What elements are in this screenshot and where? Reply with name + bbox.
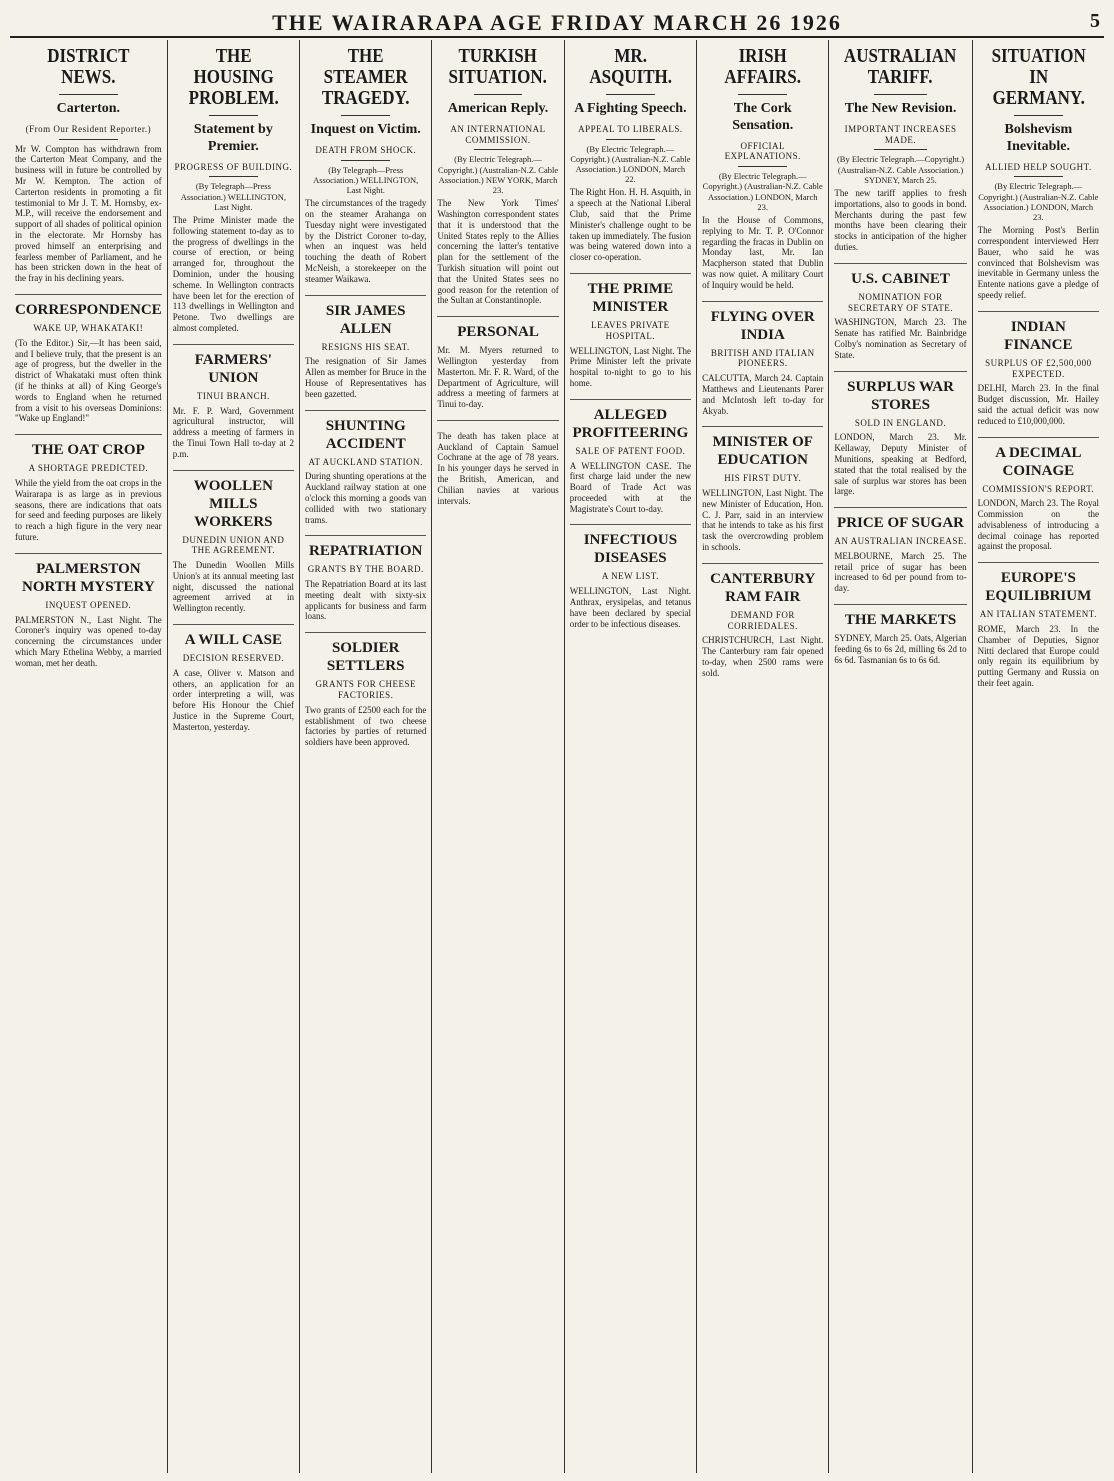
divider	[1014, 176, 1063, 177]
section-headline: INFECTIOUS DISEASES	[570, 524, 691, 567]
article-subheadline: Statement by Premier.	[193, 122, 273, 154]
article-kicker: PROGRESS OF BUILDING.	[174, 161, 293, 172]
section-headline: EUROPE'S EQUILIBRIUM	[978, 562, 1099, 605]
article-kicker: APPEAL TO LIBERALS.	[578, 123, 683, 134]
section-headline: FLYING OVER INDIA	[702, 301, 823, 344]
section-body: ROME, March 23. In the Chamber of Deputies, Signor Nitti declared that Europe could only regain its equilibrium by putting Germany and Russia on their feet again.	[977, 624, 1099, 689]
section-kicker: COMMISSION'S REPORT.	[982, 483, 1095, 494]
masthead	[10, 6, 1104, 38]
section-kicker: AN ITALIAN STATEMENT.	[979, 609, 1097, 620]
section-headline	[437, 420, 558, 427]
article-subheadline: A Fighting Speech.	[574, 101, 687, 116]
article-kicker: DEATH FROM SHOCK.	[315, 144, 417, 155]
section-body: A WELLINGTON CASE. The first charge laid under the new Board of Trade Act was proceeded with at the Magistrate's Court to-day.	[569, 460, 692, 514]
section-headline: PRICE OF SUGAR	[834, 507, 966, 532]
divider	[209, 115, 258, 116]
section-body: WELLINGTON, Last Night. The new Minister of Education, Hon. C. J. Parr, said in an interview that he intends to take as his first task the overcrowding problem in schools.	[702, 488, 824, 553]
divider	[59, 94, 118, 95]
section-kicker: SOLD IN ENGLAND.	[854, 417, 947, 428]
divider	[474, 149, 523, 150]
article-headline: DISTRICT NEWS.	[47, 45, 130, 88]
section-headline: FARMERS' UNION	[173, 344, 294, 387]
section-headline: THE OAT CROP	[15, 434, 162, 459]
article-dateline: (By Electric Telegraph.—Copyright.) (Australian-N.Z. Cable Association.) NEW YORK, March 23.	[437, 154, 559, 195]
section-body: (To the Editor.) Sir,—It has been said, and I believe truly, that the present is an age of progress, but the dweller in the district of Whakataki must often think (if he thinks at all) of King George's words to England when he returned from a visit to his overseas Dominions: "Wake up England!"	[15, 337, 162, 424]
article-body: The New York Times' Washington correspondent states that it is understood that the United States reply to the Allies concerning the latter's tentative plan for the settlement of the Turkish situation will point out that the United States sees no good reason for the retention of the Sultan at Constantinople.	[437, 198, 559, 306]
section-headline: SURPLUS WAR STORES	[834, 371, 966, 414]
divider	[738, 166, 787, 167]
section-headline: MINISTER OF EDUCATION	[702, 426, 823, 469]
section-body: The Dunedin Woollen Mills Union's at its annual meeting last night, discussed the national agreement arrived at in Wellington recently.	[172, 560, 295, 614]
newspaper-title: THE WAIRARAPA AGE FRIDAY MARCH 26 1926	[272, 10, 842, 35]
article-headline: MR. ASQUITH.	[589, 45, 672, 88]
article-subheadline: Inquest on Victim.	[310, 122, 421, 137]
section-headline: SHUNTING ACCIDENT	[305, 410, 426, 453]
article-headline: IRISH AFFAIRS.	[724, 45, 802, 88]
article-body: The new tariff applies to fresh importations, also to goods in bond. Merchants during the past few months have been clearing their stocks in anticipation of the higher duties.	[834, 187, 967, 252]
article-dateline: (By Electric Telegraph.—Copyright.) (Australian-N.Z. Cable Association.) SYDNEY, March 25.	[836, 154, 965, 185]
article-kicker: OFFICIAL EXPLANATIONS.	[724, 140, 801, 162]
section-body: The Repatriation Board at its last meeting dealt with sixty-six applicants for business and farm loans.	[305, 579, 427, 622]
article-dateline: (By Telegraph—Press Association.) WELLINGTON, Last Night.	[180, 181, 286, 212]
article-headline: THE STEAMER TRAGEDY.	[321, 45, 410, 109]
section-body: While the yield from the oat crops in the Wairarapa is as large as in previous seasons, there are indications that oats for seed and feeding purposes are likely to reach a high figure in the very near future.	[15, 477, 162, 542]
article-column	[300, 40, 432, 1473]
section-headline: SIR JAMES ALLEN	[305, 295, 426, 338]
section-headline: A DECIMAL COINAGE	[978, 437, 1099, 480]
article-columns	[10, 40, 1104, 1473]
section-body: During shunting operations at the Auckland railway station at one o'clock this morning a goods van collided with two stationary trams.	[305, 471, 427, 525]
article-column	[697, 40, 829, 1473]
section-body: WASHINGTON, March 23. The Senate has ratified Mr. Bainbridge Colby's nomination as Secretary of State.	[834, 317, 967, 360]
article-subheadline: Carterton.	[56, 101, 121, 116]
section-body: WELLINGTON, Last Night. Anthrax, erysipelas, and tetanus have been declared by special order to be infectious diseases.	[569, 586, 692, 629]
article-column	[973, 40, 1104, 1473]
section-body: Mr. M. Myers returned to Wellington yesterday from Masterton. Mr. F. R. Ward, of the Department of Agriculture, will address a meeting of farmers at Tinui to-day.	[437, 345, 559, 410]
section-body: WELLINGTON, Last Night. The Prime Minister left the private hospital to-night to go to his home.	[569, 345, 692, 388]
section-body: LONDON, March 23. Mr. Kellaway, Deputy Minister of Munitions, speaking at Bedford, stated that the total realised by the sale of surplus war stores has been large.	[834, 432, 967, 497]
article-kicker: AN INTERNATIONAL COMMISSION.	[450, 123, 546, 145]
article-column	[829, 40, 972, 1473]
article-kicker: ALLIED HELP SOUGHT.	[984, 161, 1092, 172]
section-kicker: A NEW LIST.	[601, 571, 659, 582]
section-body: SYDNEY, March 25. Oats, Algerian feeding 6s to 6s 2d, milling 6s 2d to 6s 6d. Tasmanian 6s to 6s 6d.	[834, 633, 967, 665]
article-headline: THE HOUSING PROBLEM.	[188, 45, 279, 109]
article-body: Mr W. Compton has withdrawn from the Carterton Meat Company, and the business will in future be controlled by Mr W. Kempton. The action of Carterton residents in promoting a fit testimonial to Mr J. T. M. Hornsby, ex-M.P., will receive the endorsement and support of all shades of political opinion in the electorate. Mr Hornsby has proved himself an enterprising and fearless member of Parliament, and he has been stricken down in the heat of the fray in his declining years.	[15, 143, 162, 284]
article-dateline: (By Electric Telegraph.—Copyright.) (Australian-N.Z. Cable Association.) LONDON, March 23.	[978, 181, 1099, 222]
divider	[209, 176, 258, 177]
article-headline: TURKISH SITUATION.	[448, 45, 548, 88]
divider	[341, 115, 390, 116]
section-body: CHRISTCHURCH, Last Night. The Canterbury ram fair opened to-day, when 2500 rams were sold.	[702, 635, 824, 678]
article-headline: SITUATION IN GERMANY.	[991, 45, 1086, 109]
article-subheadline: The Cork Sensation.	[732, 101, 794, 133]
section-kicker: DEMAND FOR CORRIEDALES.	[727, 609, 798, 631]
divider	[606, 139, 655, 140]
article-column	[565, 40, 697, 1473]
section-kicker: INQUEST OPENED.	[45, 599, 132, 610]
divider	[738, 94, 787, 95]
section-body: A case, Oliver v. Matson and others, an application for an order interpreting a will, was before His Honour the Chief Justice in the Supreme Court, Masterton, yesterday.	[172, 667, 295, 732]
article-subheadline: Bolshevism Inevitable.	[1004, 122, 1073, 154]
section-headline: SOLDIER SETTLERS	[305, 632, 426, 675]
section-kicker: SALE OF PATENT FOOD.	[575, 445, 686, 456]
section-headline: THE PRIME MINISTER	[570, 273, 691, 316]
article-column	[432, 40, 564, 1473]
article-kicker: (From Our Resident Reporter.)	[25, 123, 152, 134]
section-headline: THE MARKETS	[834, 604, 966, 629]
section-headline: ALLEGED PROFITEERING	[570, 399, 691, 442]
article-subheadline: The New Revision.	[844, 101, 957, 116]
divider	[474, 94, 523, 95]
section-headline: REPATRIATION	[305, 535, 426, 560]
section-body: The resignation of Sir James Allen as member for Bruce in the House of Representatives has been gazetted.	[305, 356, 427, 399]
section-body: PALMERSTON N., Last Night. The Coroner's inquiry was opened to-day concerning the circumstances under which Mary Ethelina Webby, a married woman, met her death.	[15, 614, 162, 668]
section-kicker: LEAVES PRIVATE HOSPITAL.	[591, 319, 670, 341]
section-body: LONDON, March 23. The Royal Commission on the advisableness of introducing a decimal coinage has reported against the proposal.	[977, 498, 1099, 552]
section-headline: INDIAN FINANCE	[978, 311, 1099, 354]
section-kicker: SURPLUS OF £2,500,000 EXPECTED.	[985, 357, 1092, 379]
section-headline: U.S. CABINET	[834, 263, 966, 288]
section-kicker: HIS FIRST DUTY.	[724, 473, 802, 484]
section-kicker: AT AUCKLAND STATION.	[308, 456, 423, 467]
divider	[59, 139, 118, 140]
section-headline: WOOLLEN MILLS WORKERS	[173, 470, 294, 531]
section-kicker: AN AUSTRALIAN INCREASE.	[834, 536, 967, 547]
section-kicker: WAKE UP, WHAKATAKI!	[33, 322, 144, 333]
article-body: The Prime Minister made the following statement to-day as to the progress of dwellings in the course of erection, or being arranged for, throughout the Dominion, under the housing scheme. In Wellington contracts have been let for the erection of 113 dwellings in Wellington and Petone. Two dwellings are almost completed.	[172, 214, 295, 333]
divider	[341, 160, 390, 161]
section-kicker: A SHORTAGE PREDICTED.	[28, 463, 149, 474]
article-kicker: IMPORTANT INCREASES MADE.	[844, 123, 957, 145]
divider	[874, 149, 927, 150]
section-headline: PALMERSTON NORTH MYSTERY	[15, 553, 162, 596]
article-subheadline: American Reply.	[447, 101, 549, 116]
section-body: MELBOURNE, March 25. The retail price of sugar has been increased to 6d per pound from to-day.	[834, 550, 967, 594]
article-body: The circumstances of the tragedy on the steamer Arahanga on Tuesday night were investigated by the District Coroner to-day, when an inquest was held touching the death of Robert McNeish, a storekeeper on the steamer Waikawa.	[305, 198, 427, 284]
section-kicker: DECISION RESERVED.	[182, 653, 284, 664]
divider	[1014, 115, 1063, 116]
article-dateline: (By Electric Telegraph.—Copyright.) (Australian-N.Z. Cable Association.) LONDON, March 23.	[702, 171, 823, 212]
article-body: In the House of Commons, replying to Mr. T. P. O'Connor regarding the fracas in Dublin on Monday last, Mr. Ian Macpherson stated that Dublin was now quiet. A military Court of Inquiry would be held.	[702, 214, 824, 290]
section-body: DELHI, March 23. In the final Budget discussion, Mr. Hailey said the actual deficit was now reduced to £10,000,000.	[977, 383, 1099, 426]
section-kicker: NOMINATION FOR SECRETARY OF STATE.	[848, 291, 954, 313]
section-kicker: TINUI BRANCH.	[196, 390, 270, 401]
article-body: The Right Hon. H. H. Asquith, in a speech at the National Liberal Club, said that the Prime Minister's challenge ought to be taken up immediately. The fusion was being watered down into a closer co-operation.	[569, 187, 692, 263]
article-dateline: (By Telegraph—Press Association.) WELLINGTON, Last Night.	[313, 164, 419, 195]
section-kicker: GRANTS BY THE BOARD.	[307, 564, 424, 575]
divider	[874, 94, 927, 95]
divider	[606, 94, 655, 95]
section-kicker: RESIGNS HIS SEAT.	[321, 341, 410, 352]
section-body: The death has taken place at Auckland of Captain Samuel Cochrane at the age of 78 years. In his younger days he served in the British, American, and Chilian navies at various intervals.	[437, 430, 559, 506]
section-body: Mr. F. P. Ward, Government agricultural instructor, will address a meeting of farmers in the Tinui Town Hall to-day at 2 p.m.	[172, 405, 295, 459]
section-headline: CANTERBURY RAM FAIR	[702, 563, 823, 606]
section-kicker: GRANTS FOR CHEESE FACTORIES.	[315, 679, 416, 701]
section-body: CALCUTTA, March 24. Captain Matthews and Lieutenants Parer and McIntosh left to-day for Akyab.	[702, 373, 824, 416]
section-headline: A WILL CASE	[173, 624, 294, 649]
article-body: The Morning Post's Berlin correspondent interviewed Herr Bauer, who said he was convinced that Bolshevism was inevitable in Germany unless the Entente nations gave a pledge of speedy relief.	[977, 225, 1099, 300]
section-body: Two grants of £2500 each for the establishment of two cheese factories by parties of returned soldiers have been approved.	[305, 704, 427, 748]
page-number: 5	[1090, 10, 1100, 32]
section-headline: PERSONAL	[437, 316, 558, 341]
article-dateline: (By Electric Telegraph.—Copyright.) (Australian-N.Z. Cable Association.) LONDON, March 22.	[570, 143, 691, 185]
section-kicker: DUNEDIN UNION AND THE AGREEMENT.	[182, 534, 285, 556]
article-column	[10, 40, 168, 1473]
article-headline: AUSTRALIAN TARIFF.	[844, 45, 957, 88]
section-headline: CORRESPONDENCE	[15, 294, 162, 319]
section-kicker: BRITISH AND ITALIAN PIONEERS.	[710, 347, 815, 369]
article-column	[168, 40, 300, 1473]
